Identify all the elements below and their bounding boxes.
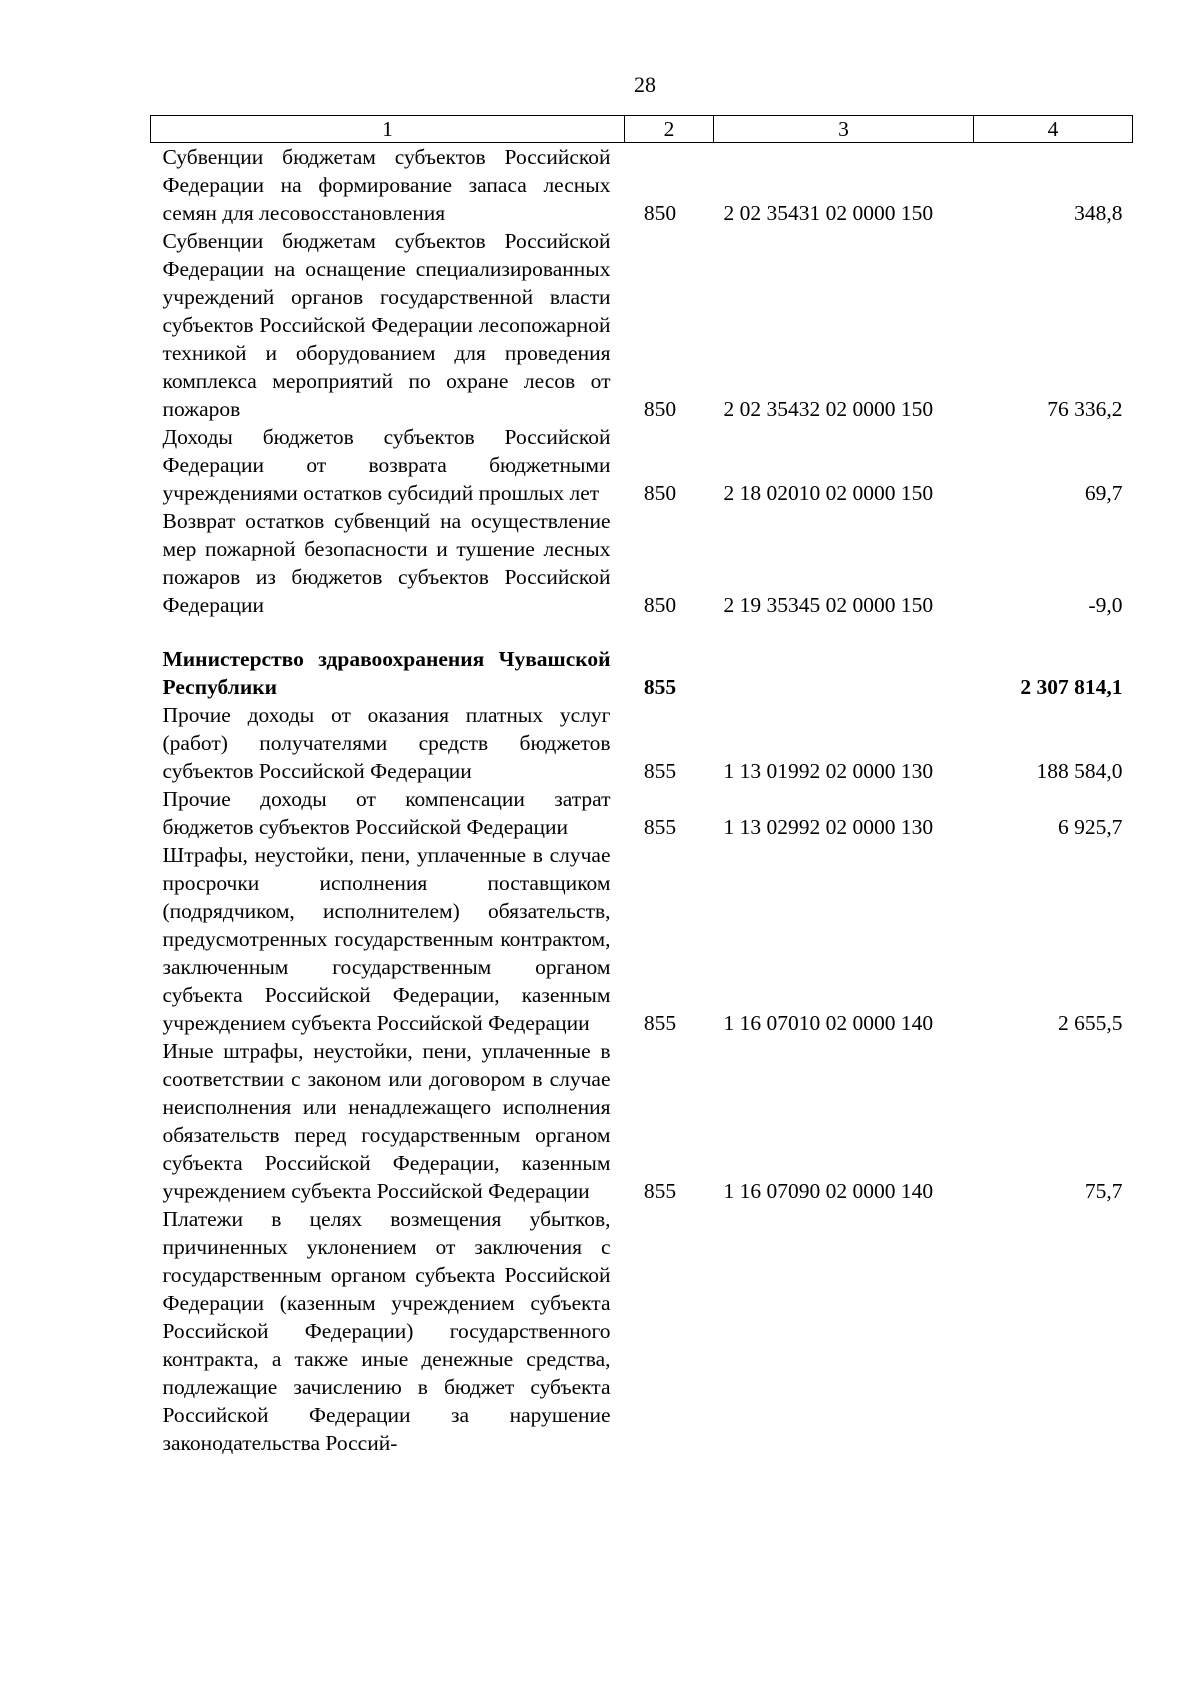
ministry-name: Министерство здравоохранения Чувашской Республики [162, 647, 611, 699]
table-row [151, 841, 1133, 1037]
row-admin-code [625, 1205, 714, 1457]
row-description: Субвенции бюджетам субъектов Российской Федерации на формирование запаса лесных семян для лесовосстановления [162, 145, 611, 225]
row-amount: 188 584,0 [1036, 759, 1123, 783]
row-description: Возврат остатков субвенций на осуществление мер пожарной безопасности и тушение лесных пожаров из бюджетов субъектов Российской Федерации [162, 509, 611, 617]
ministry-total: 2 307 814,1 [1020, 675, 1123, 699]
ministry-admin-code: 855 [643, 675, 677, 699]
table-row [151, 507, 1133, 619]
table-row-ministry [151, 645, 1133, 701]
row-amount: 76 336,2 [1047, 397, 1123, 421]
header-col-4: 4 [974, 116, 1133, 143]
table-header [151, 116, 1133, 143]
row-description: Иные штрафы, неустойки, пени, уплаченные в соответствии с законом или договором в случае неисполнения или ненадлежащего исполнения обязательств перед государственным органом субъекта Российской Федерации, казенным учреждением субъекта Российской Федерации [162, 1039, 611, 1203]
row-amount: 75,7 [1084, 1179, 1123, 1203]
table-row [151, 701, 1133, 785]
row-admin-code: 855 [643, 1011, 677, 1035]
row-admin-code: 855 [643, 1179, 677, 1203]
table-row [151, 423, 1133, 507]
row-budget-code: 2 02 35431 02 0000 150 [723, 201, 934, 225]
ministry-budget-code [714, 645, 974, 701]
row-description: Платежи в целях возмещения убытков, причиненных уклонением от заключения с государственным органом субъекта Российской Федерации (казенным учреждением субъекта Российской Федерации) государственного контракта, а также иные денежные средства, подлежащие зачислению в бюджет субъекта Российской Федерации за нарушение законодательства Россий- [162, 1207, 611, 1455]
row-budget-code [714, 1205, 974, 1457]
table-row [151, 143, 1133, 228]
header-row [151, 116, 1133, 143]
row-amount: 69,7 [1084, 481, 1123, 505]
row-budget-code: 1 16 07090 02 0000 140 [723, 1179, 934, 1203]
row-admin-code: 855 [643, 759, 677, 783]
page-number: 28 [634, 72, 656, 97]
table-row [151, 1205, 1133, 1457]
revenue-table [150, 115, 1133, 1457]
row-description: Прочие доходы от оказания платных услуг (работ) получателями средств бюджетов субъектов Российской Федерации [162, 703, 611, 783]
row-amount [974, 1205, 1133, 1457]
table-row [151, 227, 1133, 423]
row-description: Доходы бюджетов субъектов Российской Федерации от возврата бюджетными учреждениями остатков субсидий прошлых лет [162, 425, 611, 505]
row-description: Штрафы, неустойки, пени, уплаченные в случае просрочки исполнения поставщиком (подрядчиком, исполнителем) обязательств, предусмотренных государственным контрактом, заключенным государственным органом субъекта Российской Федерации, казенным учреждением субъекта Российской Федерации [162, 843, 611, 1035]
spacer-row [151, 619, 1133, 645]
row-budget-code: 1 13 02992 02 0000 130 [723, 815, 934, 839]
header-col-1: 1 [151, 116, 625, 143]
row-admin-code: 855 [643, 815, 677, 839]
row-amount: 6 925,7 [1058, 815, 1123, 839]
row-amount: 348,8 [1074, 201, 1123, 225]
header-col-2: 2 [625, 116, 714, 143]
row-admin-code: 850 [643, 397, 677, 421]
row-description: Субвенции бюджетам субъектов Российской Федерации на оснащение специализированных учреждений органов государственной власти субъектов Российской Федерации лесопожарной техникой и оборудованием для проведения комплекса мероприятий по охране лесов от пожаров [162, 229, 611, 421]
row-admin-code: 850 [643, 201, 677, 225]
row-amount: 2 655,5 [1058, 1011, 1123, 1035]
table-body [151, 143, 1133, 1458]
row-admin-code: 850 [643, 481, 677, 505]
row-budget-code: 2 18 02010 02 0000 150 [723, 481, 934, 505]
header-col-3: 3 [714, 116, 974, 143]
table-row [151, 1037, 1133, 1205]
row-amount: -9,0 [1088, 593, 1123, 617]
row-budget-code: 2 19 35345 02 0000 150 [723, 593, 934, 617]
row-admin-code: 850 [643, 593, 677, 617]
row-budget-code: 2 02 35432 02 0000 150 [723, 397, 934, 421]
spacer-cell [151, 619, 1133, 645]
row-budget-code: 1 16 07010 02 0000 140 [723, 1011, 934, 1035]
row-budget-code: 1 13 01992 02 0000 130 [723, 759, 934, 783]
row-description: Прочие доходы от компенсации затрат бюджетов субъектов Российской Федерации [162, 787, 611, 839]
table-row [151, 785, 1133, 841]
